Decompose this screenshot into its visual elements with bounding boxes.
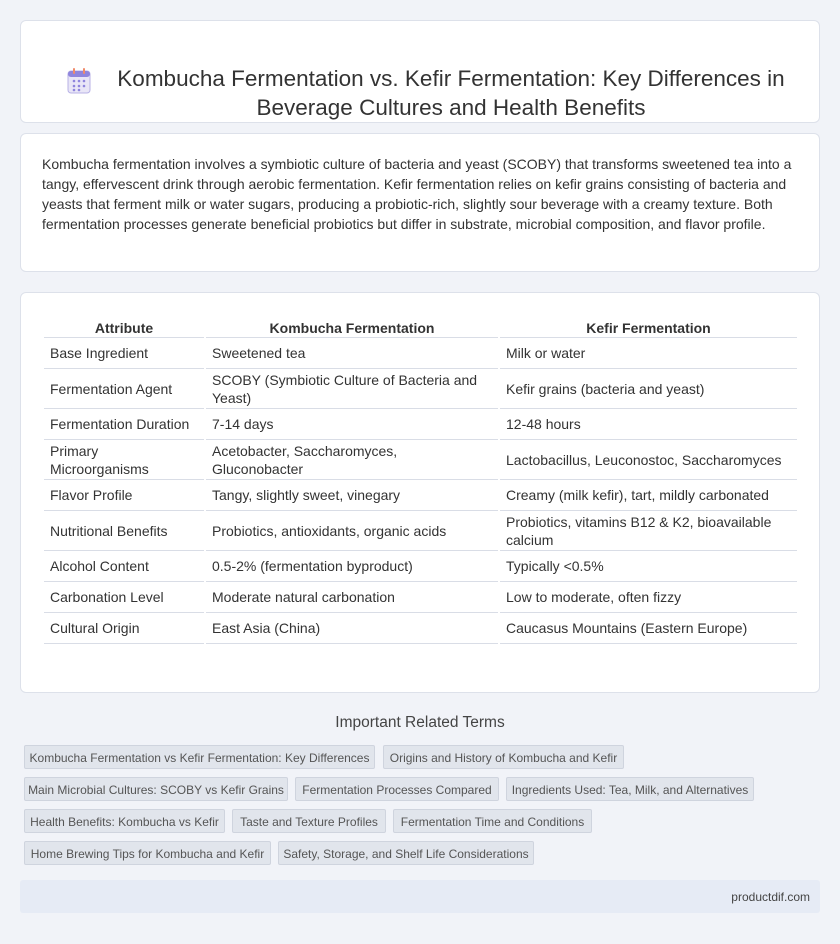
table-header-row (44, 313, 797, 338)
row-kefir: Kefir grains (bacteria and yeast) (500, 369, 797, 409)
row-kombucha: Moderate natural carbonation (206, 582, 498, 613)
row-attribute: Fermentation Agent (44, 369, 204, 409)
row-attribute: Alcohol Content (44, 551, 204, 582)
header-attribute: Attribute (44, 313, 204, 338)
row-attribute: Base Ingredient (44, 338, 204, 369)
footer (20, 880, 820, 913)
row-attribute: Flavor Profile (44, 480, 204, 511)
row-kefir: Lactobacillus, Leuconostoc, Saccharomyces (500, 440, 797, 480)
row-attribute: Cultural Origin (44, 613, 204, 644)
header-kefir: Kefir Fermentation (500, 313, 797, 338)
table-row (44, 369, 797, 409)
intro-paragraph: Kombucha fermentation involves a symbiotic culture of bacteria and yeast (SCOBY) that transforms sweetened tea into a tangy, effervescent drink through aerobic fermentation. Kefir fermentation relies on kefir grains consisting of bacteria and yeasts that ferment milk or water sugars, producing a probiotic-rich, slightly sour beverage with a creamy texture. Both fermentation processes generate beneficial probiotics but differ in substrate, microbial composition, and flavor profile. (42, 156, 792, 232)
comparison-table (42, 313, 799, 644)
related-term-tag[interactable]: Safety, Storage, and Shelf Life Considerations (278, 841, 534, 865)
related-term-tag[interactable]: Ingredients Used: Tea, Milk, and Alternatives (506, 777, 754, 801)
table-row (44, 582, 797, 613)
table-row (44, 511, 797, 551)
table-row (44, 613, 797, 644)
row-kombucha: 0.5-2% (fermentation byproduct) (206, 551, 498, 582)
header-kombucha: Kombucha Fermentation (206, 313, 498, 338)
row-kombucha: Sweetened tea (206, 338, 498, 369)
row-kombucha: SCOBY (Symbiotic Culture of Bacteria and Yeast) (206, 369, 498, 409)
intro-card (20, 133, 820, 272)
row-kombucha: Tangy, slightly sweet, vinegary (206, 480, 498, 511)
related-term-tag[interactable]: Fermentation Time and Conditions (393, 809, 592, 833)
row-kefir: Typically <0.5% (500, 551, 797, 582)
footer-site-link[interactable]: productdif.com (731, 890, 810, 904)
table-row (44, 338, 797, 369)
table-row (44, 480, 797, 511)
table-row (44, 409, 797, 440)
related-term-tag[interactable]: Home Brewing Tips for Kombucha and Kefir (24, 841, 271, 865)
row-attribute: Fermentation Duration (44, 409, 204, 440)
related-terms-heading: Important Related Terms (335, 714, 505, 731)
row-kefir: Creamy (milk kefir), tart, mildly carbonated (500, 480, 797, 511)
row-kombucha: 7-14 days (206, 409, 498, 440)
related-term-tag[interactable]: Main Microbial Cultures: SCOBY vs Kefir Grains (24, 777, 288, 801)
row-attribute: Carbonation Level (44, 582, 204, 613)
related-term-tag[interactable]: Health Benefits: Kombucha vs Kefir (24, 809, 225, 833)
related-term-tag[interactable]: Kombucha Fermentation vs Kefir Fermentation: Key Differences (24, 745, 375, 769)
row-attribute: Primary Microorganisms (44, 440, 204, 480)
row-kefir: Probiotics, vitamins B12 & K2, bioavailable calcium (500, 511, 797, 551)
title-card (20, 20, 820, 123)
table-row (44, 440, 797, 480)
row-kefir: 12-48 hours (500, 409, 797, 440)
calendar-icon (67, 68, 91, 94)
comparison-table-card (20, 292, 820, 693)
row-kombucha: East Asia (China) (206, 613, 498, 644)
related-term-tag[interactable]: Fermentation Processes Compared (295, 777, 499, 801)
row-kombucha: Probiotics, antioxidants, organic acids (206, 511, 498, 551)
row-kefir: Milk or water (500, 338, 797, 369)
page-title: Kombucha Fermentation vs. Kefir Fermentation: Key Differences in Beverage Cultures and Health Benefits (117, 66, 785, 120)
related-term-tag[interactable]: Origins and History of Kombucha and Kefir (383, 745, 624, 769)
row-kombucha: Acetobacter, Saccharomyces, Gluconobacter (206, 440, 498, 480)
table-row (44, 551, 797, 582)
row-kefir: Caucasus Mountains (Eastern Europe) (500, 613, 797, 644)
row-kefir: Low to moderate, often fizzy (500, 582, 797, 613)
related-term-tag[interactable]: Taste and Texture Profiles (232, 809, 386, 833)
row-attribute: Nutritional Benefits (44, 511, 204, 551)
